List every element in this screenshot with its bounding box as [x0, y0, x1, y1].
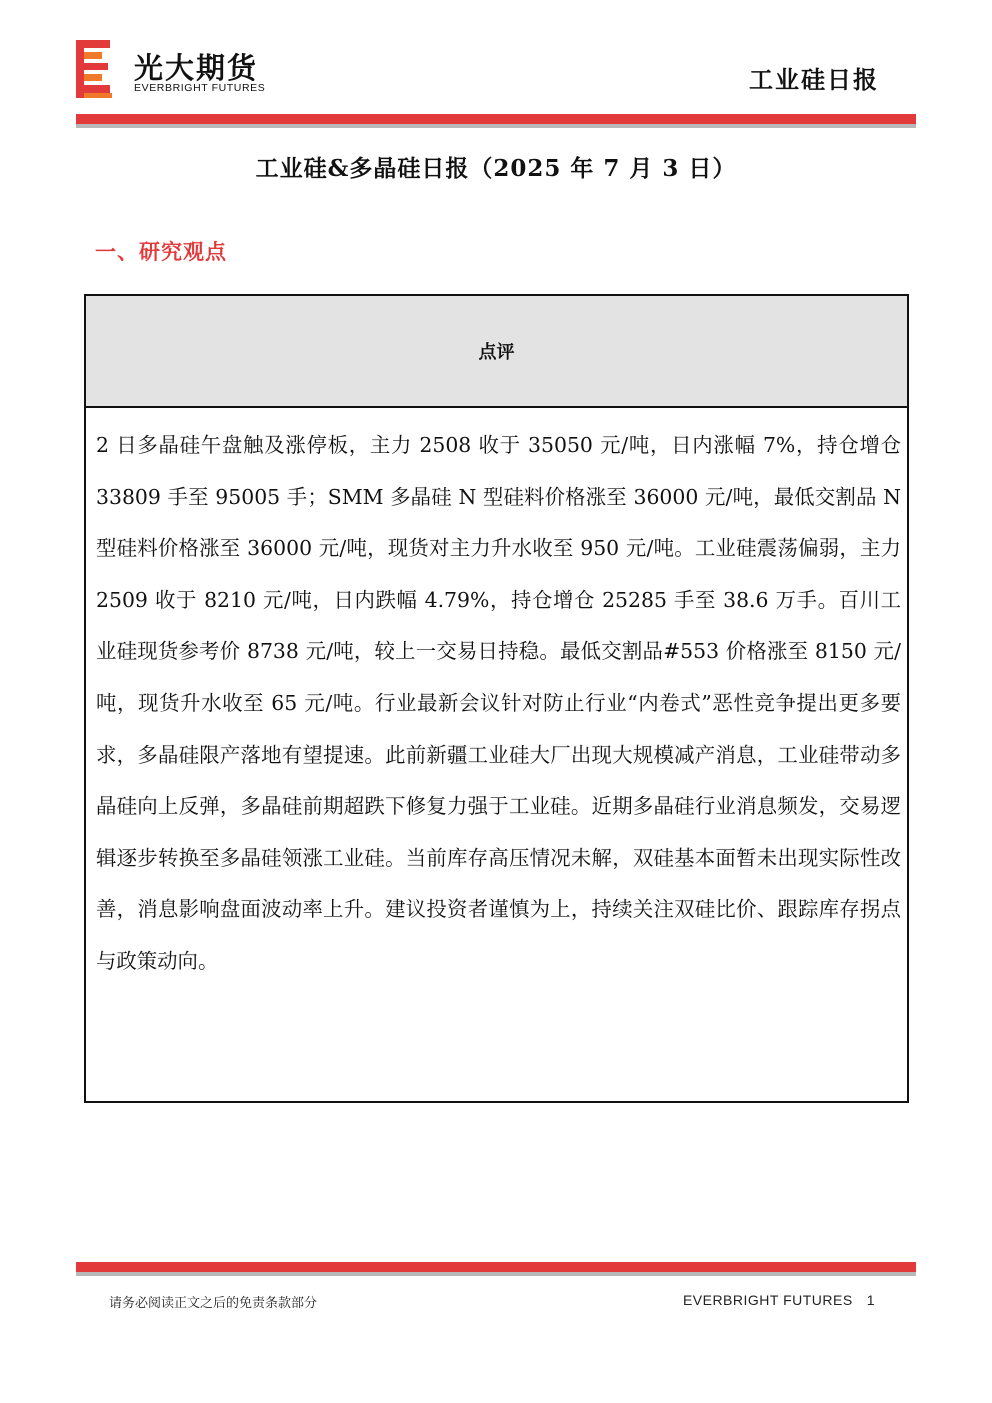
company-logo — [76, 40, 316, 100]
commentary-table-header — [86, 296, 907, 408]
footer-brand-page — [683, 1292, 875, 1308]
everbright-logo-mark-icon — [76, 40, 112, 98]
page-number: 1 — [866, 1292, 875, 1308]
section-heading: 一、研究观点 — [95, 239, 227, 264]
document-title: 工业硅&多晶硅日报（2025 年 7 月 3 日） — [255, 155, 737, 182]
logo-english-name: EVERBRIGHT FUTURES — [134, 82, 266, 94]
commentary-header-label: 点评 — [478, 342, 515, 363]
footer-brand: EVERBRIGHT FUTURES — [682, 1292, 853, 1308]
commentary-table — [84, 294, 909, 1103]
footer-divider — [76, 1262, 916, 1276]
report-type-label: 工业硅日报 — [749, 66, 879, 94]
commentary-body: 2 日多晶硅午盘触及涨停板，主力 2508 收于 35050 元/吨，日内涨幅 7%，持仓增仓 33809 手至 95005 手；SMM 多晶硅 N 型硅料价格涨至 36000 元/吨，最低交割品 N 型硅料价格涨至 36000 元/吨，现货对主力升水收至 950 元/吨。工业硅震荡偏弱，主力 2509 收于 8210 元/吨，日内跌幅 4.79%，持仓增仓 25285 手至 38.6 万手。百川工业硅现货参考价 8738 元/吨，较上一交易日持稳。最低交割品#553 价格涨至 8150 元/吨，现货升水收至 65 元/吨。行业最新会议针对防止行业“内卷式”恶性竞争提出更多要求，多晶硅限产落地有望提速。此前新疆工业硅大厂出现大规模减产消息，工业硅带动多晶硅向上反弹，多晶硅前期超跌下修复力强于工业硅。近期多晶硅行业消息频发，交易逻辑逐步转换至多晶硅领涨工业硅。当前库存高压情况未解，双硅基本面暂未出现实际性改善，消息影响盘面波动率上升。建议投资者谨慎为上，持续关注双硅比价、跟踪库存拐点与政策动向。 — [96, 433, 901, 973]
footer-disclaimer: 请务必阅读正文之后的免责条款部分 — [109, 1296, 318, 1311]
logo-chinese-name: 光大期货 — [134, 51, 259, 85]
header-divider — [76, 114, 916, 128]
